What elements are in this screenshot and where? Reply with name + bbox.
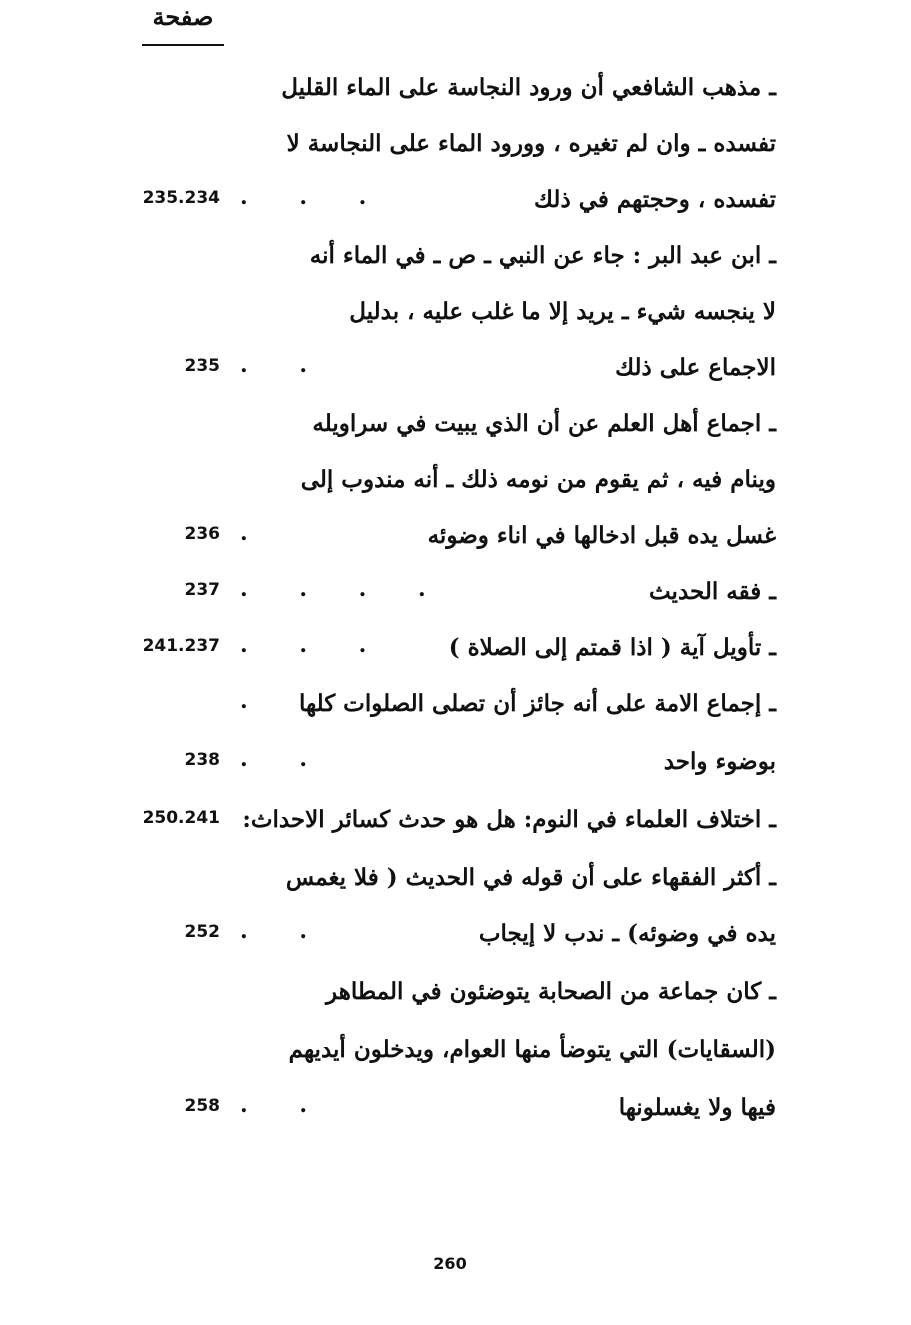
entry-text: لا ينجسه شيء ـ يريد إلا ما غلب عليه ، بدليل [349,298,776,325]
leader-dots: . . . [240,632,367,658]
leader-dots: . [240,520,248,546]
page-reference: 235.234 [142,188,220,208]
page-column-header: صفحة [152,2,214,31]
header-underline [142,44,224,46]
index-line [0,68,911,124]
index-line [0,236,911,292]
entry-text: ـ تأويل آية ( اذا قمتم إلى الصلاة ) [448,634,776,661]
leader-dots: . . . [240,184,367,210]
entry-text: ـ فقه الحديث [648,578,776,605]
page-reference: 238 [184,750,220,770]
entry-text: ـ أكثر الفقهاء على أن قوله في الحديث ( فلا يغمس [285,864,776,891]
entry-text: الاجماع على ذلك [615,354,776,381]
entry-text: تفسده ـ وان لم تغيره ، وورود الماء على النجاسة لا [286,130,776,157]
index-line [0,348,911,404]
entry-text: ـ اجماع أهل العلم عن أن الذي يبيت في سراويله [312,410,776,437]
page-reference: 237 [184,580,220,600]
index-line [0,628,911,684]
leader-dots: . . [240,352,307,378]
page-reference: 258 [184,1096,220,1116]
entry-text: فيها ولا يغسلونها [618,1094,776,1121]
index-line [0,684,911,740]
entry-text: تفسده ، وحجتهم في ذلك [534,186,776,213]
entry-text: ـ مذهب الشافعي أن ورود النجاسة على الماء القليل [281,74,776,101]
entry-text: غسل يده قبل ادخالها في اناء وضوئه [427,522,776,549]
index-line [0,180,911,236]
page-reference: 235 [184,356,220,376]
entry-text: ـ اختلاف العلماء في النوم: هل هو حدث كسائر الاحداث: [242,806,776,833]
page-reference: 250.241 [142,808,220,828]
index-line [0,292,911,348]
index-line [0,516,911,572]
page-reference: 252 [184,922,220,942]
page-number: 260 [433,1254,467,1273]
leader-dots: . [240,688,248,714]
index-line [0,124,911,180]
entry-text: (السقايات) التي يتوضأ منها العوام، ويدخلون أيديهم [288,1036,776,1063]
index-line [0,1088,911,1144]
entry-text: ـ ابن عبد البر : جاء عن النبي ـ ص ـ في الماء أنه [309,242,776,269]
index-line [0,914,911,970]
index-line [0,1030,911,1086]
entry-text: بوضوء واحد [663,748,776,775]
index-line [0,742,911,798]
index-line [0,404,911,460]
page-reference: 236 [184,524,220,544]
index-line [0,858,911,914]
page-reference: 241.237 [142,636,220,656]
leader-dots: . . [240,918,307,944]
entry-text: يده في وضوئه) ـ ندب لا إيجاب [478,920,776,947]
index-line [0,460,911,516]
index-line [0,972,911,1028]
entry-text: وينام فيه ، ثم يقوم من نومه ذلك ـ أنه مندوب إلى [300,466,776,493]
leader-dots: . . . . [240,576,426,602]
index-line [0,800,911,856]
entry-text: ـ كان جماعة من الصحابة يتوضئون في المطاهر [326,978,776,1005]
leader-dots: . . [240,746,307,772]
index-line [0,572,911,628]
entry-text: ـ إجماع الامة على أنه جائز أن تصلى الصلوات كلها [298,690,776,717]
leader-dots: . . [240,1092,307,1118]
